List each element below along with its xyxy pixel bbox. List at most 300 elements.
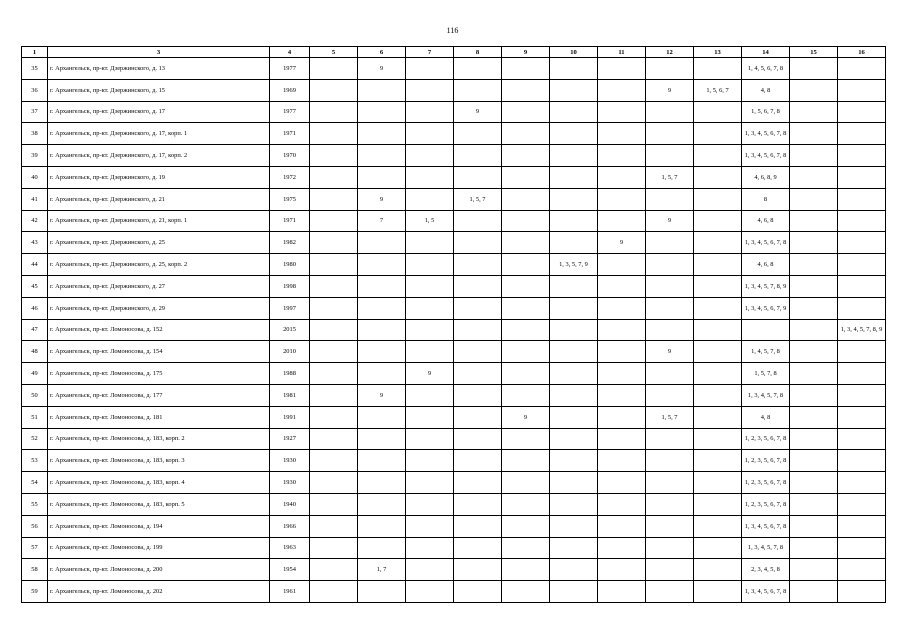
year-cell: 2015 [270,319,310,341]
table-cell [310,232,358,254]
row-number-cell: 58 [22,559,48,581]
table-cell [550,384,598,406]
table-row [22,319,886,341]
table-body [22,58,886,603]
table-cell [502,319,550,341]
table-cell [310,166,358,188]
table-cell [454,450,502,472]
table-cell [454,515,502,537]
address-cell: г. Архангельск, пр-кт. Ломоносова, д. 183, корп. 5 [48,493,270,515]
table-cell [454,319,502,341]
table-cell [406,123,454,145]
table-cell [838,515,886,537]
table-cell [358,232,406,254]
year-cell: 2010 [270,341,310,363]
table-row [22,341,886,363]
year-cell: 1971 [270,123,310,145]
row-number-cell: 41 [22,188,48,210]
table-cell [406,384,454,406]
table-cell [598,101,646,123]
table-cell [358,145,406,167]
year-cell: 1988 [270,363,310,385]
row-number-cell: 49 [22,363,48,385]
row-number-cell: 35 [22,58,48,80]
table-cell [358,537,406,559]
table-cell [310,101,358,123]
table-cell [310,450,358,472]
table-cell: 1, 3, 4, 5, 7, 8, 9 [742,275,790,297]
table-cell [694,232,742,254]
table-cell [598,188,646,210]
table-cell [598,145,646,167]
table-cell [790,297,838,319]
year-cell: 1972 [270,166,310,188]
table-cell: 1, 3, 4, 5, 6, 7, 8 [742,232,790,254]
year-cell: 1970 [270,145,310,167]
table-cell [502,79,550,101]
table-cell: 1, 3, 4, 5, 6, 7, 8 [742,515,790,537]
address-cell: г. Архангельск, пр-кт. Ломоносова, д. 183, корп. 3 [48,450,270,472]
table-cell [454,493,502,515]
table-cell [310,297,358,319]
table-cell: 1, 2, 3, 5, 6, 7, 8 [742,472,790,494]
table-cell [310,145,358,167]
year-cell: 1940 [270,493,310,515]
table-row [22,406,886,428]
table-cell [646,450,694,472]
table-cell [454,559,502,581]
table-cell [310,537,358,559]
table-cell [694,58,742,80]
table-cell [790,101,838,123]
table-cell [838,384,886,406]
table-cell [790,210,838,232]
table-cell [838,210,886,232]
table-cell [358,472,406,494]
column-header: 8 [454,47,502,58]
table-cell [310,406,358,428]
table-cell [406,472,454,494]
table-cell: 1, 2, 3, 5, 6, 7, 8 [742,450,790,472]
row-number-cell: 59 [22,581,48,603]
table-cell [454,275,502,297]
table-cell [502,450,550,472]
table-cell [838,341,886,363]
table-cell [502,166,550,188]
table-cell [502,297,550,319]
table-cell: 1, 4, 5, 7, 8 [742,341,790,363]
table-cell: 4, 8 [742,79,790,101]
address-cell: г. Архангельск, пр-кт. Дзержинского, д. 25 [48,232,270,254]
table-cell: 4, 6, 8 [742,210,790,232]
table-cell [502,472,550,494]
column-header: 11 [598,47,646,58]
table-cell [790,145,838,167]
table-cell [790,472,838,494]
table-cell [358,101,406,123]
address-cell: г. Архангельск, пр-кт. Ломоносова, д. 183, корп. 4 [48,472,270,494]
row-number-cell: 43 [22,232,48,254]
table-row [22,559,886,581]
table-cell: 9 [454,101,502,123]
table-row [22,101,886,123]
address-cell: г. Архангельск, пр-кт. Дзержинского, д. 25, корп. 2 [48,254,270,276]
address-cell: г. Архангельск, пр-кт. Ломоносова, д. 183, корп. 2 [48,428,270,450]
table-cell [406,341,454,363]
table-cell [598,363,646,385]
table-cell [502,559,550,581]
row-number-cell: 53 [22,450,48,472]
table-cell [790,537,838,559]
table-cell [310,428,358,450]
table-cell: 1, 3, 4, 5, 7, 8, 9 [838,319,886,341]
table-cell [358,581,406,603]
table-cell [694,145,742,167]
table-cell [502,515,550,537]
table-cell [598,297,646,319]
table-row [22,363,886,385]
year-cell: 1930 [270,472,310,494]
table-cell [838,188,886,210]
table-cell [550,406,598,428]
table-cell [406,581,454,603]
table-cell [694,384,742,406]
table-cell [838,79,886,101]
column-header: 15 [790,47,838,58]
table-cell [550,145,598,167]
year-cell: 1930 [270,450,310,472]
table-row [22,145,886,167]
address-cell: г. Архангельск, пр-кт. Ломоносова, д. 152 [48,319,270,341]
row-number-cell: 56 [22,515,48,537]
column-header: 10 [550,47,598,58]
table-cell [646,515,694,537]
table-cell [550,58,598,80]
table-cell [790,166,838,188]
table-cell [646,537,694,559]
table-cell [406,515,454,537]
table-cell: 1, 5, 7 [646,166,694,188]
table-cell [694,254,742,276]
table-cell: 1, 3, 4, 5, 7, 8 [742,384,790,406]
table-cell [358,363,406,385]
table-cell [406,493,454,515]
table-cell [502,101,550,123]
row-number-cell: 46 [22,297,48,319]
table-cell: 1, 5, 7, 8 [742,363,790,385]
table-cell [310,188,358,210]
table-cell [454,166,502,188]
table-cell: 9 [406,363,454,385]
table-cell [838,297,886,319]
table-cell [838,123,886,145]
column-header: 3 [48,47,270,58]
address-cell: г. Архангельск, пр-кт. Ломоносова, д. 181 [48,406,270,428]
table-cell [502,232,550,254]
table-cell [598,515,646,537]
table-cell [502,581,550,603]
year-cell: 1927 [270,428,310,450]
table-cell [454,384,502,406]
table-cell [694,363,742,385]
table-cell [310,79,358,101]
table-cell: 1, 7 [358,559,406,581]
table-cell [406,406,454,428]
table-cell [406,232,454,254]
table-cell [502,145,550,167]
table-cell [406,537,454,559]
row-number-cell: 52 [22,428,48,450]
table-cell [790,319,838,341]
table-cell [550,472,598,494]
table-cell [358,319,406,341]
table-cell [310,363,358,385]
table-cell [454,145,502,167]
table-cell [310,581,358,603]
column-header: 1 [22,47,48,58]
table-cell [550,210,598,232]
table-cell: 4, 6, 8, 9 [742,166,790,188]
year-cell: 1998 [270,275,310,297]
address-cell: г. Архангельск, пр-кт. Ломоносова, д. 199 [48,537,270,559]
table-cell [310,493,358,515]
table-cell [646,297,694,319]
table-cell [598,428,646,450]
table-cell [646,472,694,494]
table-cell: 9 [358,384,406,406]
table-cell [550,319,598,341]
table-cell [310,275,358,297]
column-header: 12 [646,47,694,58]
address-cell: г. Архангельск, пр-кт. Дзержинского, д. 15 [48,79,270,101]
address-cell: г. Архангельск, пр-кт. Дзержинского, д. 17, корп. 1 [48,123,270,145]
table-cell [646,58,694,80]
table-row [22,297,886,319]
table-cell [790,188,838,210]
table-row [22,450,886,472]
table-cell [694,515,742,537]
table-cell [550,341,598,363]
table-cell: 1, 3, 4, 5, 7, 8 [742,537,790,559]
row-number-cell: 39 [22,145,48,167]
table-cell [694,123,742,145]
table-cell [598,384,646,406]
page-number: 116 [446,26,459,35]
table-cell [358,493,406,515]
column-header: 9 [502,47,550,58]
table-cell [502,537,550,559]
table-cell [502,254,550,276]
row-number-cell: 55 [22,493,48,515]
table-cell [694,188,742,210]
table-cell [406,79,454,101]
row-number-cell: 40 [22,166,48,188]
column-header: 13 [694,47,742,58]
table-cell [646,493,694,515]
table-cell [454,210,502,232]
table-cell [358,406,406,428]
address-cell: г. Архангельск, пр-кт. Ломоносова, д. 202 [48,581,270,603]
address-cell: г. Архангельск, пр-кт. Ломоносова, д. 177 [48,384,270,406]
table-header-row [22,47,886,58]
address-cell: г. Архангельск, пр-кт. Дзержинского, д. 29 [48,297,270,319]
table-cell [502,384,550,406]
table-row [22,537,886,559]
table-cell [550,297,598,319]
year-cell: 1977 [270,101,310,123]
column-header: 6 [358,47,406,58]
table-cell [502,428,550,450]
address-cell: г. Архангельск, пр-кт. Дзержинского, д. 27 [48,275,270,297]
year-cell: 1981 [270,384,310,406]
row-number-cell: 36 [22,79,48,101]
table-cell [358,254,406,276]
table-cell [406,275,454,297]
address-cell: г. Архангельск, пр-кт. Ломоносова, д. 194 [48,515,270,537]
table-cell [646,275,694,297]
address-cell: г. Архангельск, пр-кт. Дзержинского, д. 13 [48,58,270,80]
table-cell [646,232,694,254]
table-cell [550,537,598,559]
column-header: 5 [310,47,358,58]
table-cell [406,145,454,167]
table-cell [310,58,358,80]
table-cell [694,581,742,603]
table-row [22,188,886,210]
table-cell [550,581,598,603]
table-cell [406,559,454,581]
table-cell [454,472,502,494]
table-cell [502,188,550,210]
table-cell: 1, 5, 6, 7 [694,79,742,101]
table-cell [646,101,694,123]
table-cell [646,145,694,167]
table-cell [838,254,886,276]
table-cell [310,384,358,406]
table-cell [550,275,598,297]
table-cell [406,166,454,188]
address-cell: г. Архангельск, пр-кт. Дзержинского, д. 19 [48,166,270,188]
year-cell: 1980 [270,254,310,276]
table-cell [694,406,742,428]
table-cell [598,341,646,363]
column-header: 14 [742,47,790,58]
table-cell [454,341,502,363]
table-cell: 9 [646,341,694,363]
table-cell [790,493,838,515]
table-cell [646,581,694,603]
table-cell [838,406,886,428]
table-cell [838,559,886,581]
table-cell [502,123,550,145]
address-cell: г. Архангельск, пр-кт. Ломоносова, д. 200 [48,559,270,581]
table-cell [550,493,598,515]
table-cell [646,188,694,210]
table-cell [310,515,358,537]
table-row [22,428,886,450]
table-cell [310,123,358,145]
table-cell [406,58,454,80]
table-cell [598,537,646,559]
table-cell [358,428,406,450]
table-cell [790,515,838,537]
table-cell [598,210,646,232]
table-cell [838,101,886,123]
table-cell [406,188,454,210]
table-cell [694,450,742,472]
table-cell [838,428,886,450]
table-cell [358,79,406,101]
table-cell [742,319,790,341]
row-number-cell: 50 [22,384,48,406]
table-cell: 1, 5, 6, 7, 8 [742,101,790,123]
table-cell [790,384,838,406]
table-cell: 1, 3, 4, 5, 6, 7, 9 [742,297,790,319]
table-cell [598,472,646,494]
row-number-cell: 37 [22,101,48,123]
row-number-cell: 48 [22,341,48,363]
year-cell: 1966 [270,515,310,537]
table-cell: 1, 4, 5, 6, 7, 8 [742,58,790,80]
table-cell: 9 [646,210,694,232]
table-cell [502,275,550,297]
table-cell: 1, 3, 4, 5, 6, 7, 8 [742,145,790,167]
table-cell [790,232,838,254]
table-cell [790,428,838,450]
table-cell [694,297,742,319]
year-cell: 1991 [270,406,310,428]
table-cell: 9 [358,188,406,210]
row-number-cell: 51 [22,406,48,428]
table-cell [694,493,742,515]
table-cell [790,341,838,363]
table-cell: 1, 3, 4, 5, 6, 7, 8 [742,581,790,603]
table-cell [406,319,454,341]
table-cell [454,581,502,603]
table-cell [694,210,742,232]
table-cell [790,363,838,385]
table-cell [694,101,742,123]
year-cell: 1982 [270,232,310,254]
table-cell [358,515,406,537]
table-cell [502,210,550,232]
table-cell [454,363,502,385]
table-cell [598,581,646,603]
table-cell [790,123,838,145]
table-row [22,232,886,254]
table-cell [646,384,694,406]
table-cell [406,254,454,276]
table-cell [406,297,454,319]
column-header: 7 [406,47,454,58]
table-cell [790,450,838,472]
table-cell [550,188,598,210]
table-cell [502,341,550,363]
table-cell [838,537,886,559]
table-cell [454,428,502,450]
table-cell [550,515,598,537]
table-cell [358,275,406,297]
table-cell [790,559,838,581]
table-cell [358,297,406,319]
year-cell: 1997 [270,297,310,319]
table-cell [646,319,694,341]
table-cell [454,58,502,80]
table-cell [694,341,742,363]
table-cell: 7 [358,210,406,232]
table-row [22,515,886,537]
table-cell [502,363,550,385]
